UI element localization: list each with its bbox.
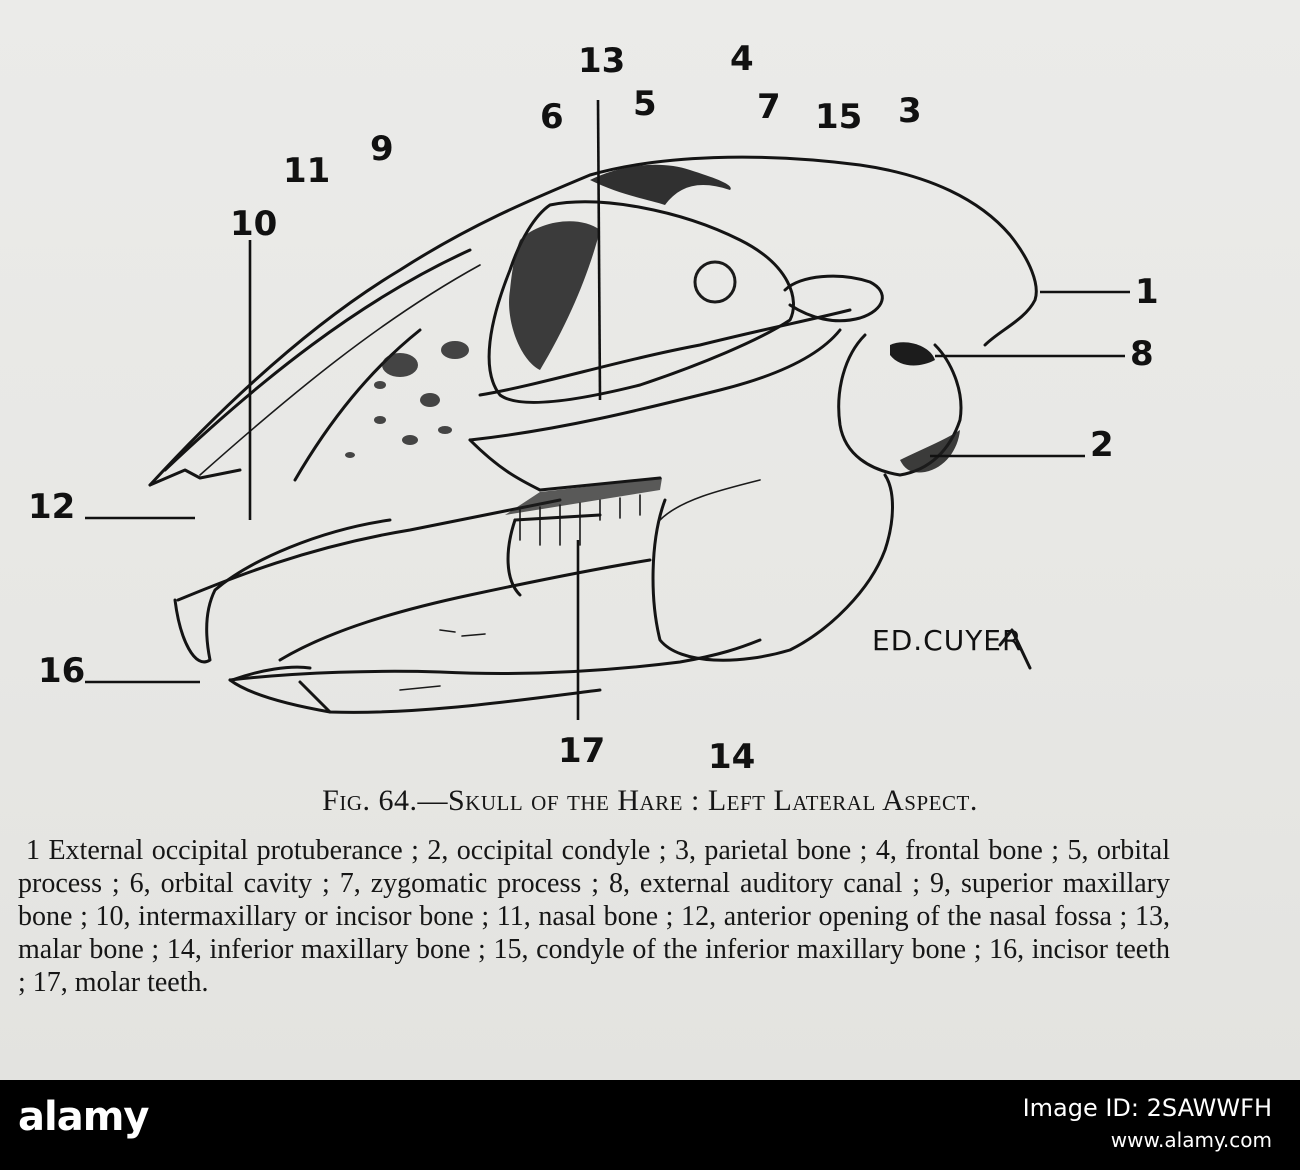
watermark-brand: alamy	[18, 1094, 149, 1140]
label-9: 9	[370, 129, 394, 169]
label-3: 3	[898, 91, 922, 131]
label-16: 16	[38, 651, 86, 691]
label-7: 7	[757, 87, 781, 127]
label-11: 11	[283, 151, 331, 191]
label-6: 6	[540, 97, 564, 137]
label-13: 13	[578, 41, 626, 81]
watermark-image-id: Image ID: 2SAWWFH	[1022, 1094, 1272, 1122]
figure-caption: Fig. 64.—Skull of the Hare : Left Lateral Aspect.	[322, 784, 978, 817]
artist-signature: ED.CUYER	[872, 624, 1023, 657]
label-12: 12	[28, 487, 76, 527]
label-10: 10	[230, 204, 278, 244]
label-15: 15	[815, 97, 863, 137]
label-2: 2	[1090, 425, 1114, 465]
label-8: 8	[1130, 334, 1154, 374]
label-1: 1	[1135, 272, 1159, 312]
label-4: 4	[730, 39, 754, 79]
label-17: 17	[558, 731, 606, 771]
label-14: 14	[708, 737, 756, 777]
stock-watermark-bar	[0, 1080, 1300, 1170]
watermark-url: www.alamy.com	[1110, 1128, 1272, 1152]
label-5: 5	[633, 84, 657, 124]
figure-legend: 1 External occipital protuberance ; 2, occipital condyle ; 3, parietal bone ; 4, frontal bone ; 5, orbital process ; 6, orbital cavity ; 7, zygomatic process ; 8, external auditory canal ; 9, superior maxillary bone ; 10, intermaxillary or incisor bone ; 11, nasal bone ; 12, anterior opening of the nasal fossa ; 13, malar bone ; 14, inferior maxillary bone ; 15, condyle of the inferior maxillary bone ; 16, incisor teeth ; 17, molar teeth.	[18, 835, 1170, 998]
label-numbers	[28, 39, 1159, 777]
